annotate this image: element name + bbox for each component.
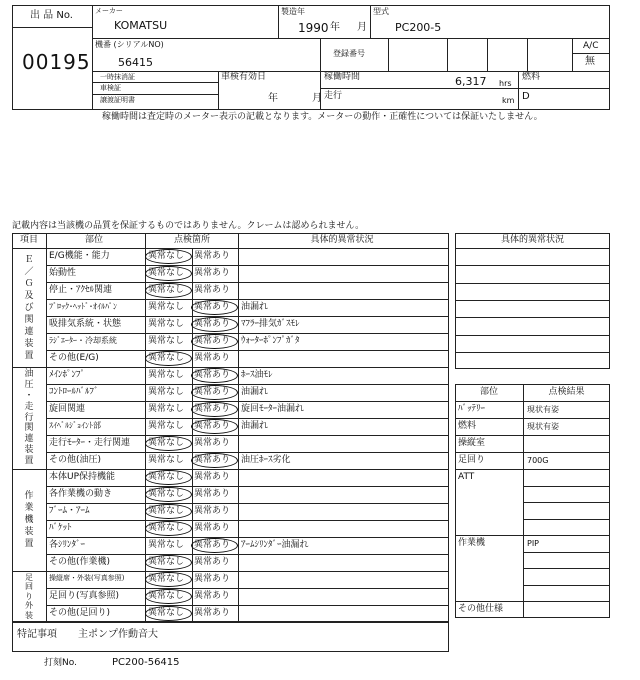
abnormal-option[interactable]: 異常あり xyxy=(194,336,231,346)
travel-label: 走行 xyxy=(324,91,343,101)
group-label-char: 装 xyxy=(24,527,34,537)
right-detail-table xyxy=(455,233,610,369)
abnormal-option[interactable]: 異常あり xyxy=(194,268,231,278)
normal-option[interactable]: 異常なし xyxy=(148,285,185,295)
inspection-table xyxy=(12,233,449,621)
row-part: その他(作業機) xyxy=(49,557,111,567)
row-part: ﾌﾞｰﾑ・ｱｰﾑ xyxy=(49,506,90,516)
column-header: 具体的異常状況 xyxy=(310,235,374,245)
results-header-result: 点検結果 xyxy=(548,387,585,397)
row-part: ﾊﾞｹｯﾄ xyxy=(49,523,72,533)
row-part: 旋回関連 xyxy=(49,404,86,414)
year-label: 製造年 xyxy=(281,7,305,16)
normal-circle xyxy=(145,504,192,519)
column-header: 点検箇所 xyxy=(173,235,210,245)
row-part: 操縦席・外装(写真参照) xyxy=(49,574,125,582)
row-part: 各ｼﾘﾝﾀﾞｰ xyxy=(49,540,86,550)
hours-unit: hrs xyxy=(499,79,512,88)
abnormal-circle xyxy=(191,402,238,417)
abnormal-circle xyxy=(191,368,238,383)
year-value: 1990 xyxy=(298,21,329,35)
month-unit: 月 xyxy=(357,22,367,33)
inspection-year-unit: 年 xyxy=(268,93,278,104)
right-detail-header: 具体的異常状況 xyxy=(500,235,564,245)
normal-option[interactable]: 異常なし xyxy=(148,319,185,329)
group-label-char: 業 xyxy=(24,503,34,513)
abnormal-option[interactable]: 異常あり xyxy=(194,540,231,550)
serial-value: 56415 xyxy=(118,56,153,69)
normal-option[interactable]: 異常なし xyxy=(148,404,185,414)
group-label-char: Ｇ xyxy=(24,278,34,289)
exhibit-no-label: 出 品 No. xyxy=(30,10,73,21)
year-unit: 年 xyxy=(330,22,340,33)
results-row-part: 足回り xyxy=(458,455,486,465)
abnormal-option[interactable]: 異常あり xyxy=(194,489,231,499)
abnormal-option[interactable]: 異常あり xyxy=(194,302,231,312)
normal-circle xyxy=(145,555,192,570)
normal-circle xyxy=(145,521,192,536)
inspection-cert-label: 車検証 xyxy=(100,84,121,92)
normal-option[interactable]: 異常なし xyxy=(148,302,185,312)
travel-unit: km xyxy=(502,96,515,105)
abnormal-option[interactable]: 異常あり xyxy=(194,319,231,329)
model-value: PC200-5 xyxy=(395,21,442,34)
row-detail: ｳｫｰﾀｰﾎﾟﾝﾌﾟｶﾞﾀ xyxy=(241,336,300,346)
row-part: 本体UP保持機能 xyxy=(49,472,116,482)
results-row-part: その他仕様 xyxy=(458,604,504,614)
abnormal-option[interactable]: 異常あり xyxy=(194,574,231,584)
normal-option[interactable]: 異常なし xyxy=(148,523,185,533)
transfer-cert-label: 譲渡証明書 xyxy=(100,96,135,104)
results-row-result: PIP xyxy=(527,539,540,548)
group-label-char: ／ xyxy=(24,266,34,277)
abnormal-option[interactable]: 異常あり xyxy=(194,472,231,482)
group-label-char: 及 xyxy=(24,290,34,301)
row-detail: 油圧ﾎｰｽ劣化 xyxy=(241,455,291,465)
row-part: 吸排気系統・状態 xyxy=(49,319,122,329)
disclaimer: 記載内容は当該機の品質を保証するものではありません。クレームは認められません。 xyxy=(12,221,365,231)
normal-option[interactable]: 異常なし xyxy=(148,574,185,584)
normal-circle xyxy=(145,436,192,451)
row-part: 走行ﾓｰﾀｰ・走行関連 xyxy=(49,438,131,448)
model-label: 型式 xyxy=(373,7,389,16)
abnormal-option[interactable]: 異常あり xyxy=(194,523,231,533)
results-table xyxy=(455,384,610,621)
group-label-char: 機 xyxy=(24,515,34,525)
row-part: 各作業機の動き xyxy=(49,489,113,499)
row-part: ｽｲﾍﾞﾙｼﾞｮｲﾝﾄ部 xyxy=(49,421,101,430)
group-label-char: 連 xyxy=(24,326,34,337)
abnormal-circle xyxy=(191,538,238,553)
abnormal-circle xyxy=(191,385,238,400)
row-part: 停止・ｱｸｾﾙ関連 xyxy=(49,285,113,295)
row-detail: 油漏れ xyxy=(241,387,269,397)
fuel-label: 燃料 xyxy=(522,72,541,82)
group-label-char: り xyxy=(25,591,33,601)
column-header: 部位 xyxy=(84,235,103,245)
remarks-label: 特記事項 xyxy=(17,629,57,640)
results-header-part: 部位 xyxy=(479,387,498,397)
maker-value: KOMATSU xyxy=(114,19,168,32)
inspection-month-unit: 月 xyxy=(312,93,322,104)
row-part: E/G機能・能力 xyxy=(49,251,110,261)
abnormal-circle xyxy=(191,453,238,468)
group-label-char: 関 xyxy=(24,314,34,325)
serial-label: 機番 (シリアルNO) xyxy=(95,40,164,49)
normal-circle xyxy=(145,351,192,366)
row-detail: 旋回ﾓｰﾀｰ油漏れ xyxy=(241,404,305,414)
row-detail: 油漏れ xyxy=(241,421,269,431)
group-label-char: ・ xyxy=(24,390,34,401)
normal-circle xyxy=(145,572,192,587)
abnormal-option[interactable]: 異常あり xyxy=(194,421,231,431)
group-label-char: 外 xyxy=(25,601,33,611)
normal-option[interactable]: 異常なし xyxy=(148,421,185,431)
abnormal-option[interactable]: 異常あり xyxy=(194,557,231,567)
abnormal-circle xyxy=(191,300,238,315)
temp-permit-label: 一時抹消証 xyxy=(100,73,135,81)
results-row-part: 作業機 xyxy=(458,538,486,548)
abnormal-option[interactable]: 異常あり xyxy=(194,404,231,414)
group-label-char: び xyxy=(24,302,34,313)
abnormal-option[interactable]: 異常あり xyxy=(194,285,231,295)
results-row-result: 現状有姿 xyxy=(527,422,559,431)
ac-label: A/C xyxy=(583,41,599,51)
normal-option[interactable]: 異常なし xyxy=(148,591,185,601)
group-label-char: 置 xyxy=(24,350,34,361)
abnormal-option[interactable]: 異常あり xyxy=(194,353,231,363)
normal-option[interactable]: 異常なし xyxy=(148,472,185,482)
row-part: ﾒｲﾝﾎﾟﾝﾌﾟ xyxy=(49,370,86,380)
group-label-char: Ｅ xyxy=(24,254,34,265)
row-detail: ﾏﾌﾗｰ排気ｶﾞｽﾓﾚ xyxy=(241,319,300,329)
normal-option[interactable]: 異常なし xyxy=(148,251,185,261)
row-part: 始動性 xyxy=(49,268,77,278)
reg-no-label: 登録番号 xyxy=(333,49,365,58)
normal-option[interactable]: 異常なし xyxy=(148,506,185,516)
normal-option[interactable]: 異常なし xyxy=(148,455,185,465)
column-header: 項目 xyxy=(19,235,38,245)
stamp-value: PC200-56415 xyxy=(112,657,180,668)
hours-label: 稼働時間 xyxy=(324,72,361,82)
normal-option[interactable]: 異常なし xyxy=(148,489,185,499)
results-row-result: 700G xyxy=(527,456,549,465)
group-label-char: 足 xyxy=(25,573,33,582)
normal-option[interactable]: 異常なし xyxy=(148,540,185,550)
group-label-char: 装 xyxy=(24,445,34,456)
abnormal-circle xyxy=(191,334,238,349)
normal-option[interactable]: 異常なし xyxy=(148,608,185,618)
normal-option[interactable]: 異常なし xyxy=(148,268,185,278)
normal-circle xyxy=(145,589,192,604)
abnormal-option[interactable]: 異常あり xyxy=(194,370,231,380)
abnormal-circle xyxy=(191,419,238,434)
abnormal-option[interactable]: 異常あり xyxy=(194,591,231,601)
normal-option[interactable]: 異常なし xyxy=(148,353,185,363)
row-detail: ﾎｰｽ油ﾓﾚ xyxy=(241,370,273,380)
row-part: ﾌﾞﾛｯｸ･ﾍｯﾄﾞ･ｵｲﾙﾊﾟﾝ xyxy=(49,302,117,311)
row-part: その他(足回り) xyxy=(49,608,111,618)
normal-option[interactable]: 異常なし xyxy=(148,438,185,448)
group-label-char: 行 xyxy=(24,412,34,423)
abnormal-option[interactable]: 異常あり xyxy=(194,438,231,448)
row-detail: 油漏れ xyxy=(241,302,269,312)
ac-value: 無 xyxy=(585,56,595,67)
normal-circle xyxy=(145,266,192,281)
abnormal-option[interactable]: 異常あり xyxy=(194,608,231,618)
group-label-char: 装 xyxy=(25,610,33,620)
group-label-char: 回 xyxy=(25,582,33,592)
group-label-char: 置 xyxy=(24,456,34,467)
group-label-char: 装 xyxy=(24,338,34,349)
group-label-char: 油 xyxy=(24,369,34,379)
row-part: その他(E/G) xyxy=(49,353,99,363)
inspection-valid-label: 車検有効日 xyxy=(221,72,267,82)
fuel-value: D xyxy=(522,91,530,102)
abnormal-option[interactable]: 異常あり xyxy=(194,251,231,261)
exhibit-no: 00195 xyxy=(22,50,91,74)
maker-label: メーカー xyxy=(95,7,123,15)
abnormal-option[interactable]: 異常あり xyxy=(194,506,231,516)
remarks-value: 主ポンプ作動音大 xyxy=(78,629,158,640)
row-part: ｺﾝﾄﾛｰﾙﾊﾞﾙﾌﾞ xyxy=(49,387,99,397)
normal-circle xyxy=(145,487,192,502)
row-detail: ｱｰﾑｼﾘﾝﾀﾞｰ油漏れ xyxy=(241,540,309,550)
normal-circle xyxy=(145,606,192,621)
results-row-part: ATT xyxy=(458,472,475,482)
hours-value: 6,317 xyxy=(455,75,487,88)
normal-option[interactable]: 異常なし xyxy=(148,336,185,346)
group-label-char: 圧 xyxy=(24,379,34,390)
results-row-result: 現状有姿 xyxy=(527,405,559,414)
row-part: その他(油圧) xyxy=(49,455,102,465)
abnormal-option[interactable]: 異常あり xyxy=(194,455,231,465)
results-row-part: 操縦室 xyxy=(458,438,486,448)
group-label-char: 連 xyxy=(24,434,34,445)
hours-note: 稼働時間は査定時のメーター表示の記載となります。メーターの動作・正確性については保証いたしません。 xyxy=(102,112,543,122)
group-label-char: 作 xyxy=(24,491,34,501)
results-row-part: ﾊﾞｯﾃﾘｰ xyxy=(458,404,486,414)
group-label-char: 置 xyxy=(24,539,34,549)
group-label-char: 走 xyxy=(24,401,34,412)
normal-circle xyxy=(145,283,192,298)
row-part: 足回り(写真参照) xyxy=(49,591,120,601)
results-row-part: 燃料 xyxy=(458,421,477,431)
normal-circle xyxy=(145,249,192,264)
normal-option[interactable]: 異常なし xyxy=(148,387,185,397)
group-label-char: 関 xyxy=(24,423,34,434)
normal-circle xyxy=(145,470,192,485)
normal-option[interactable]: 異常なし xyxy=(148,557,185,567)
abnormal-option[interactable]: 異常あり xyxy=(194,387,231,397)
stamp-label: 打刻No. xyxy=(44,658,77,668)
row-part: ﾗｼﾞｴｰﾀｰ・冷却系統 xyxy=(49,336,117,345)
abnormal-circle xyxy=(191,317,238,332)
normal-option[interactable]: 異常なし xyxy=(148,370,185,380)
